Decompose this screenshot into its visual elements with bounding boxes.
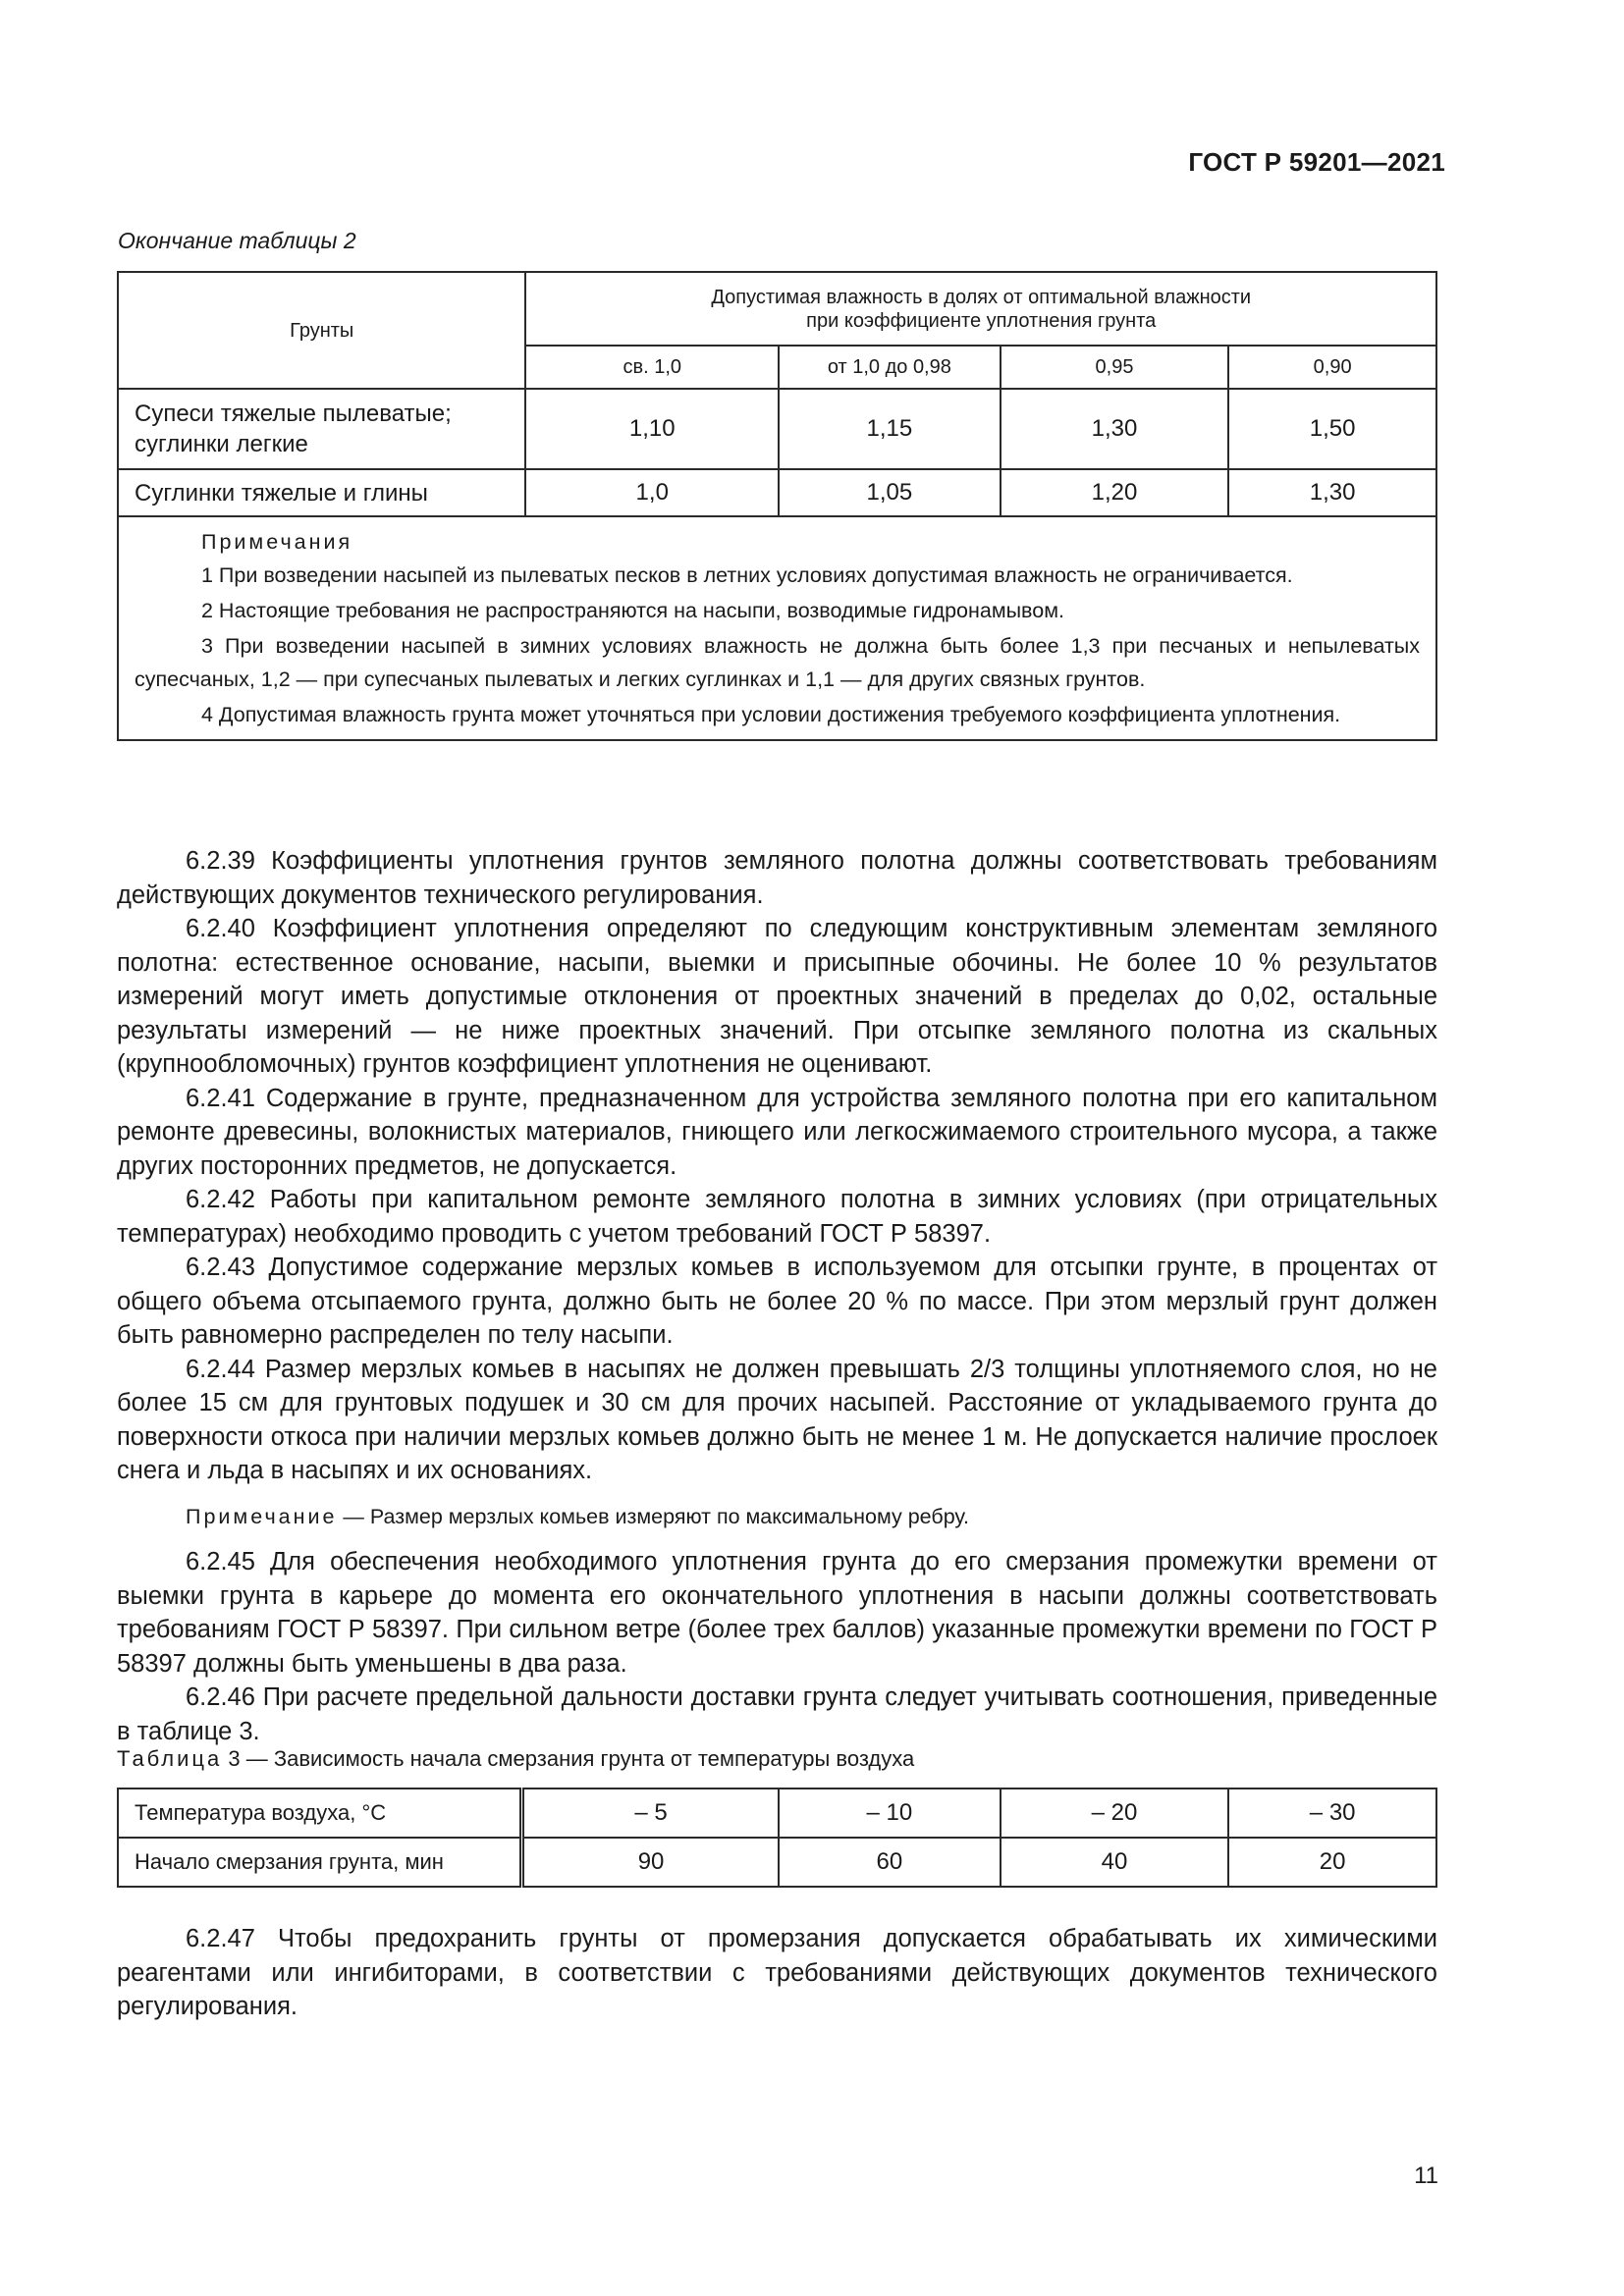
value-cell: 90 [522,1838,780,1887]
inline-note [117,1500,1437,1534]
table-3-caption-text: 3 — Зависимость начала смерзания грунта от температуры воздуха [222,1746,915,1771]
value-cell: – 20 [1001,1789,1229,1838]
value-cell: 60 [779,1838,1001,1887]
subheader-cell: 0,95 [1001,346,1229,389]
value-cell: 1,0 [525,469,779,516]
subheader-cell: 0,90 [1228,346,1436,389]
clause-6-2-46: 6.2.46 При расчете предельной дальности доставки грунта следует учитывать соотношения, приведенные в таблице 3. [117,1683,1437,1745]
page-number: 11 [1414,2163,1438,2189]
header-soils: Грунты [118,272,525,389]
clause-6-2-44: 6.2.44 Размер мерзлых комьев в насыпях не должен превышать 2/3 толщины уплотняемого слоя, но не более 15 см для грунтовых подушек и 30 см для прочих насыпей. Расстояние от укладываемого грунта до поверхности откоса при наличии мерзлых комьев должно быть не менее 1 м. Не допускается наличие прослоек снега и льда в насыпях и их основаниях. [117,1355,1437,1484]
value-cell: – 10 [779,1789,1001,1838]
row-label: Температура воздуха, °С [118,1789,522,1838]
body-text [117,844,1437,1748]
note-item: 2 Настоящие требования не распространяются на насыпи, возводимые гидронамывом. [201,599,1064,622]
note-item: 3 При возведении насыпей в зимних условиях влажность не должна быть более 1,3 при песчаных и непылеватых супесчаных, 1,2 — при супесчаных пылеватых и легких суглинках и 1,1 — для других связных грунтов. [135,634,1420,691]
inline-note-label: Примечание [186,1504,338,1528]
document-code: ГОСТ Р 59201—2021 [1188,147,1445,177]
subheader-cell: от 1,0 до 0,98 [779,346,1001,389]
value-cell: – 30 [1228,1789,1436,1838]
table-continuation-label: Окончание таблицы 2 [118,228,356,253]
table-row [118,469,1436,516]
value-cell: – 5 [522,1789,780,1838]
value-cell: 40 [1001,1838,1229,1887]
value-cell: 1,05 [779,469,1001,516]
clause-6-2-42: 6.2.42 Работы при капитальном ремонте земляного полотна в зимних условиях (при отрицательных температурах) необходимо проводить с учетом требований ГОСТ Р 58397. [117,1186,1437,1248]
value-cell: 1,20 [1001,469,1229,516]
soil-name-cell: Супеси тяжелые пылеватые; суглинки легкие [118,389,525,469]
clause-6-2-45: 6.2.45 Для обеспечения необходимого уплотнения грунта до его смерзания промежутки времени от выемки грунта в карьере до момента его окончательного уплотнения в насыпи должны соответствовать требованиям ГОСТ Р 58397. При сильном ветре (более трех баллов) указанные промежутки времени по ГОСТ Р 58397 должны быть уменьшены в два раза. [117,1548,1437,1678]
value-cell: 1,50 [1228,389,1436,469]
table-2 [117,271,1437,741]
notes-title: Примечания [201,530,353,554]
body-text-final [117,1922,1437,2024]
note-item: 4 Допустимая влажность грунта может уточняться при условии достижения требуемого коэффициента уплотнения. [201,703,1341,726]
inline-note-text: — Размер мерзлых комьев измеряют по максимальному ребру. [337,1504,969,1528]
note-item: 1 При возведении насыпей из пылеватых песков в летних условиях допустимая влажность не ограничивается. [201,563,1293,587]
table-row [118,1789,1436,1838]
clause-6-2-43: 6.2.43 Допустимое содержание мерзлых комьев в используемом для отсыпки грунте, в процентах от общего объема отсыпаемого грунта, должно быть не более 20 % по массе. При этом мерзлый грунт должен быть равномерно распределен по телу насыпи. [117,1254,1437,1349]
clause-6-2-41: 6.2.41 Содержание в грунте, предназначенном для устройства земляного полотна при его капитальном ремонте древесины, волокнистых материалов, гниющего или легкосжимаемого строительного мусора, а также других посторонних предметов, не допускается. [117,1084,1437,1180]
table-3-caption-label: Таблица [117,1746,223,1771]
table-3 [117,1788,1437,1888]
subheader-cell: св. 1,0 [525,346,779,389]
value-cell: 1,30 [1228,469,1436,516]
header-moisture-group: Допустимая влажность в долях от оптимальной влажности при коэффициенте уплотнения грунта [525,272,1436,346]
soil-name-cell: Суглинки тяжелые и глины [118,469,525,516]
clause-6-2-40: 6.2.40 Коэффициент уплотнения определяют по следующим конструктивным элементам земляного полотна: естественное основание, насыпи, выемки и присыпные обочины. Не более 10 % результатов измерений могут иметь допустимые отклонения от проектных значений в пределах до 0,02, остальные результаты измерений — не ниже проектных значений. При отсыпке земляного полотна из скальных (крупнообломочных) грунтов коэффициент уплотнения не оценивают. [117,915,1437,1078]
table-row [118,1838,1436,1887]
table-3-caption [117,1746,914,1772]
clause-6-2-39: 6.2.39 Коэффициенты уплотнения грунтов земляного полотна должны соответствовать требованиям действующих документов технического регулирования. [117,847,1437,909]
value-cell: 1,30 [1001,389,1229,469]
table-row [118,389,1436,469]
value-cell: 20 [1228,1838,1436,1887]
row-label: Начало смерзания грунта, мин [118,1838,522,1887]
table-notes [118,516,1436,740]
clause-6-2-47: 6.2.47 Чтобы предохранить грунты от промерзания допускается обрабатывать их химическими реагентами или ингибиторами, в соответствии с требованиями действующих документов технического регулирования. [117,1925,1437,2020]
value-cell: 1,15 [779,389,1001,469]
value-cell: 1,10 [525,389,779,469]
